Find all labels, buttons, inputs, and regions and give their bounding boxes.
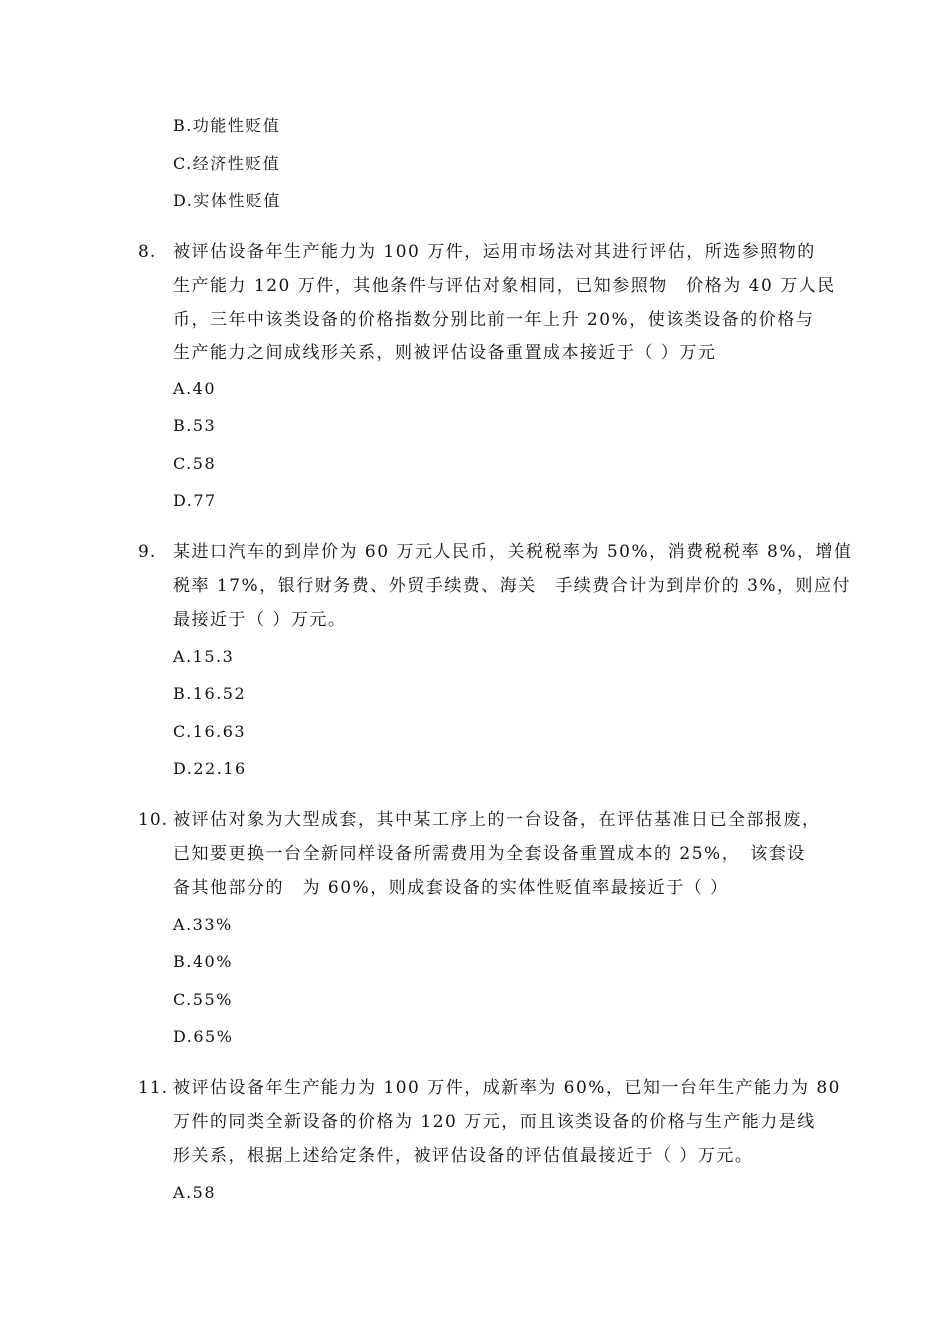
question-11-line: 被评估设备年生产能力为 100 万件，成新率为 60%，已知一台年生产能力为 80 [173, 1078, 841, 1098]
question-9-line: 税率 17%，银行财务费、外贸手续费、海关 手续费合计为到岸价的 3%，则应付 [173, 576, 852, 596]
question-10-line: 已知要更换一台全新同样设备所需费用为全套设备重置成本的 25%， 该套设 [173, 844, 806, 864]
question-9-option-d: D.22.16 [173, 759, 247, 778]
option-d: D.实体性贬值 [173, 191, 281, 210]
question-10-line: 备其他部分的 为 60%，则成套设备的实体性贬值率最接近于（ ） [173, 878, 729, 898]
question-10-option-d: D.65% [173, 1027, 234, 1046]
question-8-option-d: D.77 [173, 491, 217, 510]
question-11-option-a: A.58 [173, 1183, 216, 1202]
question-10-line: 被评估对象为大型成套，其中某工序上的一台设备，在评估基准日已全部报废， [173, 810, 821, 830]
question-8-line: 生产能力之间成线形关系，则被评估设备重置成本接近于（ ）万元 [173, 343, 717, 363]
option-b: B.功能性贬值 [173, 116, 281, 135]
question-8-line: 生产能力 120 万件，其他条件与评估对象相同，已知参照物 价格为 40 万人民 [173, 276, 836, 296]
question-9-option-b: B.16.52 [173, 684, 247, 703]
question-9-option-a: A.15.3 [173, 647, 235, 666]
question-9-option-c: C.16.63 [173, 722, 247, 741]
question-9-line: 某进口汽车的到岸价为 60 万元人民币，关税税率为 50%，消费税税率 8%，增值 [173, 542, 853, 562]
question-11-number: 11. [138, 1078, 169, 1098]
question-10-option-b: B.40% [173, 952, 233, 971]
question-8-line: 被评估设备年生产能力为 100 万件，运用市场法对其进行评估，所选参照物的 [173, 242, 816, 262]
question-8-option-a: A.40 [173, 379, 216, 398]
question-10-number: 10. [138, 810, 169, 830]
question-10-option-c: C.55% [173, 990, 233, 1009]
question-9-number: 9. [138, 542, 157, 562]
option-c: C.经济性贬值 [173, 154, 281, 173]
question-8-number: 8. [138, 242, 157, 262]
question-11-line: 万件的同类全新设备的价格为 120 万元，而且该类设备的价格与生产能力是线 [173, 1112, 816, 1132]
question-11-line: 形关系，根据上述给定条件，被评估设备的评估值最接近于（ ）万元。 [173, 1146, 754, 1166]
question-10-option-a: A.33% [173, 915, 233, 934]
question-8-option-c: C.58 [173, 454, 217, 473]
question-8-option-b: B.53 [173, 416, 217, 435]
question-9-line: 最接近于（ ）万元。 [173, 610, 347, 630]
question-8-line: 币，三年中该类设备的价格指数分别比前一年上升 20%，使该类设备的价格与 [173, 310, 815, 330]
